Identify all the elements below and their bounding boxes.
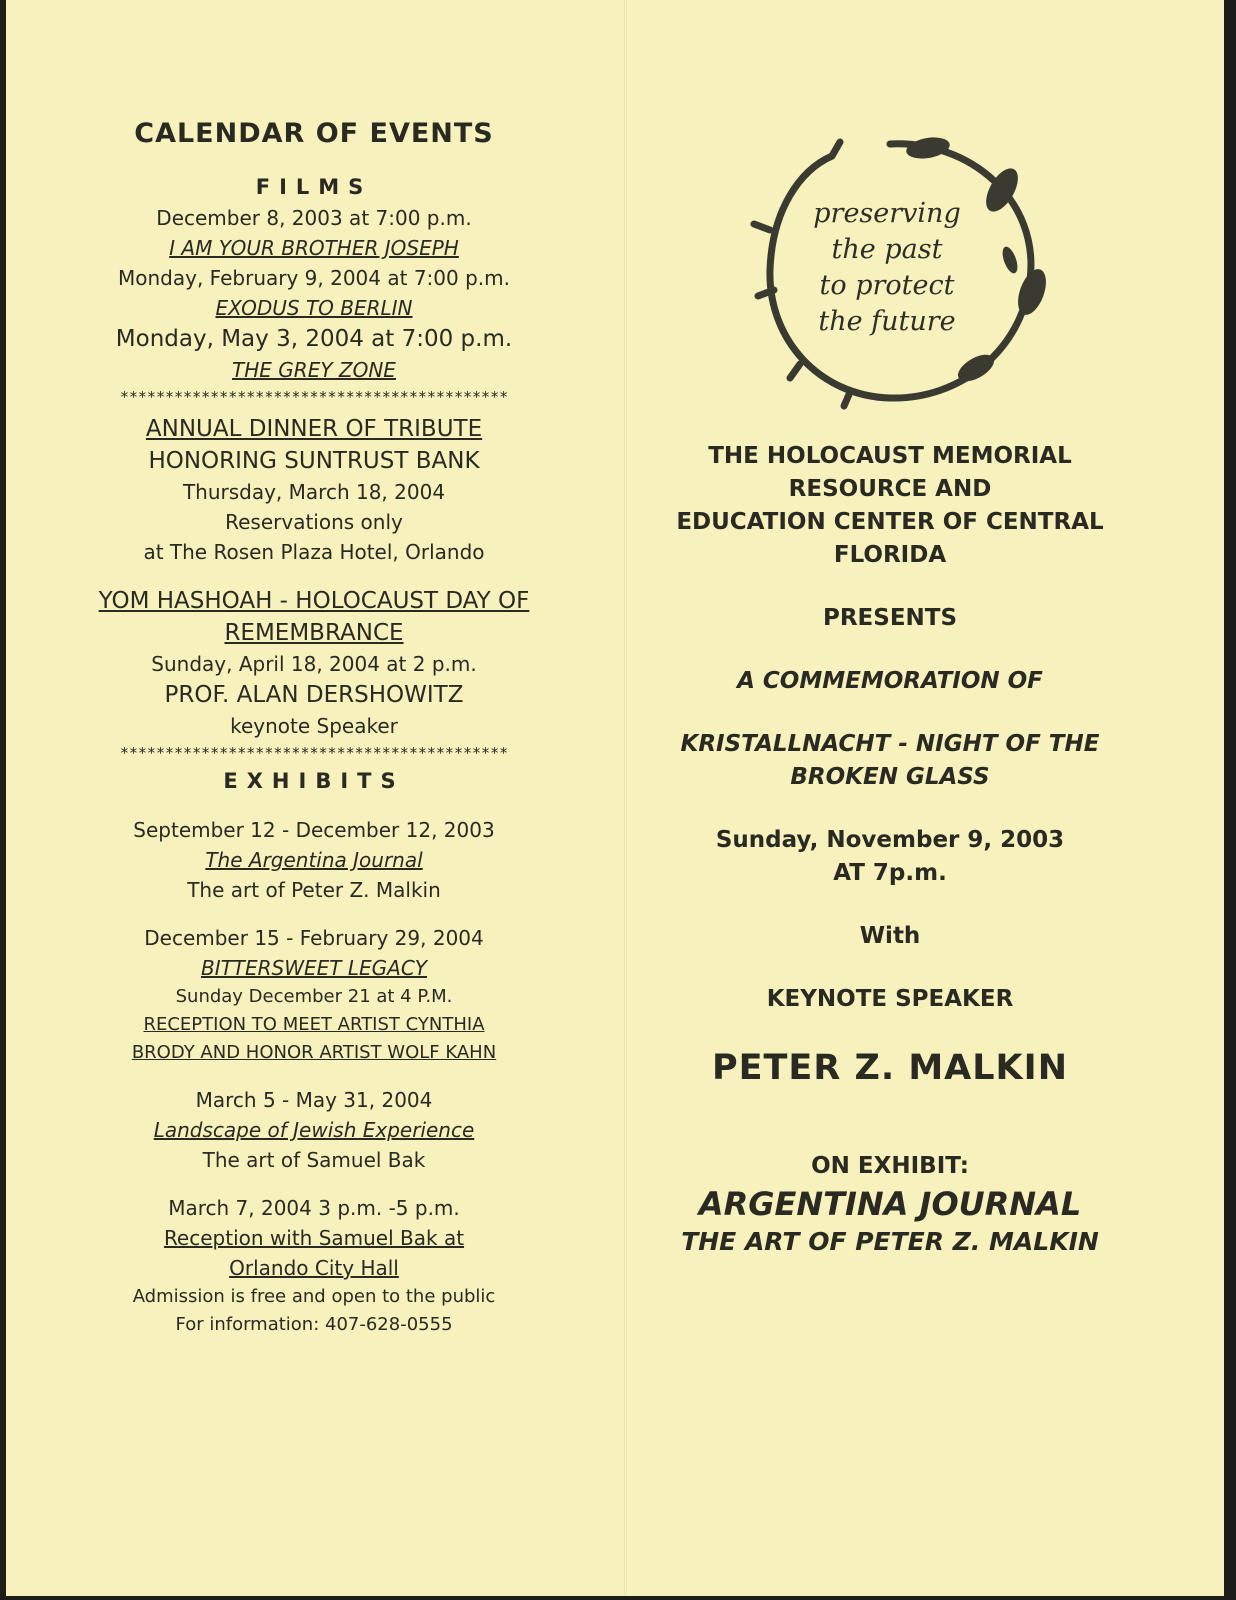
exhibit-dates: September 12 - December 12, 2003 — [133, 818, 495, 842]
yom-hashoah-title: YOM HASHOAH - HOLOCAUST DAY OF — [98, 588, 530, 614]
presents-label: PRESENTS — [822, 605, 958, 631]
org-name: FLORIDA — [833, 542, 947, 568]
logo-text — [792, 196, 982, 340]
yom-hashoah-speaker-role: keynote Speaker — [230, 714, 398, 738]
event-time: AT 7p.m. — [833, 860, 947, 886]
info-phone: For information: 407-628-0555 — [175, 1314, 453, 1335]
calendar-panel — [24, 118, 604, 1339]
exhibit-title: BITTERSWEET LEGACY — [200, 956, 428, 980]
exhibit-dates: December 15 - February 29, 2004 — [144, 926, 484, 950]
admission-note: Admission is free and open to the public — [132, 1286, 496, 1307]
reception-venue: Orlando City Hall — [229, 1256, 399, 1280]
logo-line: to protect — [819, 270, 955, 301]
event-title-2: BROKEN GLASS — [790, 764, 990, 790]
commemoration-label: A COMMEMORATION OF — [737, 668, 1043, 694]
exhibit-title: ARGENTINA JOURNAL — [698, 1185, 1082, 1223]
exhibit-dates: March 5 - May 31, 2004 — [195, 1088, 433, 1112]
on-exhibit-label: ON EXHIBIT: — [811, 1153, 969, 1179]
film-date: Monday, February 9, 2004 at 7:00 p.m. — [118, 266, 510, 290]
with-label: With — [859, 923, 921, 949]
yom-hashoah-speaker: PROF. ALAN DERSHOWITZ — [164, 682, 464, 708]
dinner-date: Thursday, March 18, 2004 — [182, 480, 446, 504]
dinner-honoring: HONORING SUNTRUST BANK — [148, 448, 480, 474]
exhibit-note: The art of Peter Z. Malkin — [187, 878, 441, 902]
exhibit-note: Sunday December 21 at 4 P.M. — [175, 986, 453, 1007]
film-title: THE GREY ZONE — [232, 358, 396, 382]
yom-hashoah-title-2: REMEMBRANCE — [224, 620, 404, 646]
calendar-title: CALENDAR OF EVENTS — [134, 118, 494, 149]
scan-border-left — [0, 0, 6, 1600]
exhibits-heading: EXHIBITS — [223, 769, 405, 793]
reception-line: Reception with Samuel Bak at — [163, 1226, 465, 1250]
films-heading: FILMS — [255, 175, 373, 199]
logo-line: preserving — [813, 198, 961, 229]
dinner-reservations: Reservations only — [225, 510, 403, 534]
announcement-panel — [660, 440, 1120, 1259]
exhibit-subtitle: THE ART OF PETER Z. MALKIN — [681, 1227, 1099, 1256]
event-date: Sunday, November 9, 2003 — [715, 827, 1065, 853]
dinner-title: ANNUAL DINNER OF TRIBUTE — [145, 416, 483, 442]
yom-hashoah-date: Sunday, April 18, 2004 at 2 p.m. — [151, 652, 477, 676]
scan-border-bottom — [0, 1596, 1236, 1600]
speaker-name: PETER Z. MALKIN — [712, 1048, 1068, 1088]
dinner-location: at The Rosen Plaza Hotel, Orlando — [143, 540, 485, 564]
film-date: Monday, May 3, 2004 at 7:00 p.m. — [115, 326, 513, 352]
org-name: THE HOLOCAUST MEMORIAL — [708, 443, 1072, 469]
exhibit-note: The art of Samuel Bak — [202, 1148, 426, 1172]
keynote-label: KEYNOTE SPEAKER — [766, 986, 1014, 1012]
logo-line: the past — [831, 234, 943, 265]
exhibit-title: Landscape of Jewish Experience — [153, 1118, 475, 1142]
separator-stars: ******************************************* — [119, 744, 509, 762]
exhibit-reception-2: BRODY AND HONOR ARTIST WOLF KAHN — [131, 1042, 497, 1063]
exhibit-title: The Argentina Journal — [205, 848, 423, 872]
separator-stars: ******************************************* — [119, 388, 509, 406]
org-name: EDUCATION CENTER OF CENTRAL — [676, 509, 1104, 535]
film-date: December 8, 2003 at 7:00 p.m. — [156, 206, 472, 230]
logo-line: the future — [818, 306, 956, 337]
exhibit-reception: RECEPTION TO MEET ARTIST CYNTHIA — [143, 1014, 485, 1035]
center-fold — [624, 0, 627, 1600]
film-title: I AM YOUR BROTHER JOSEPH — [169, 236, 459, 260]
reception-date: March 7, 2004 3 p.m. -5 p.m. — [168, 1196, 460, 1220]
org-name: RESOURCE AND — [788, 476, 992, 502]
film-title: EXODUS TO BERLIN — [215, 296, 413, 320]
scan-border-right — [1224, 0, 1236, 1600]
event-title: KRISTALLNACHT - NIGHT OF THE — [680, 731, 1100, 757]
